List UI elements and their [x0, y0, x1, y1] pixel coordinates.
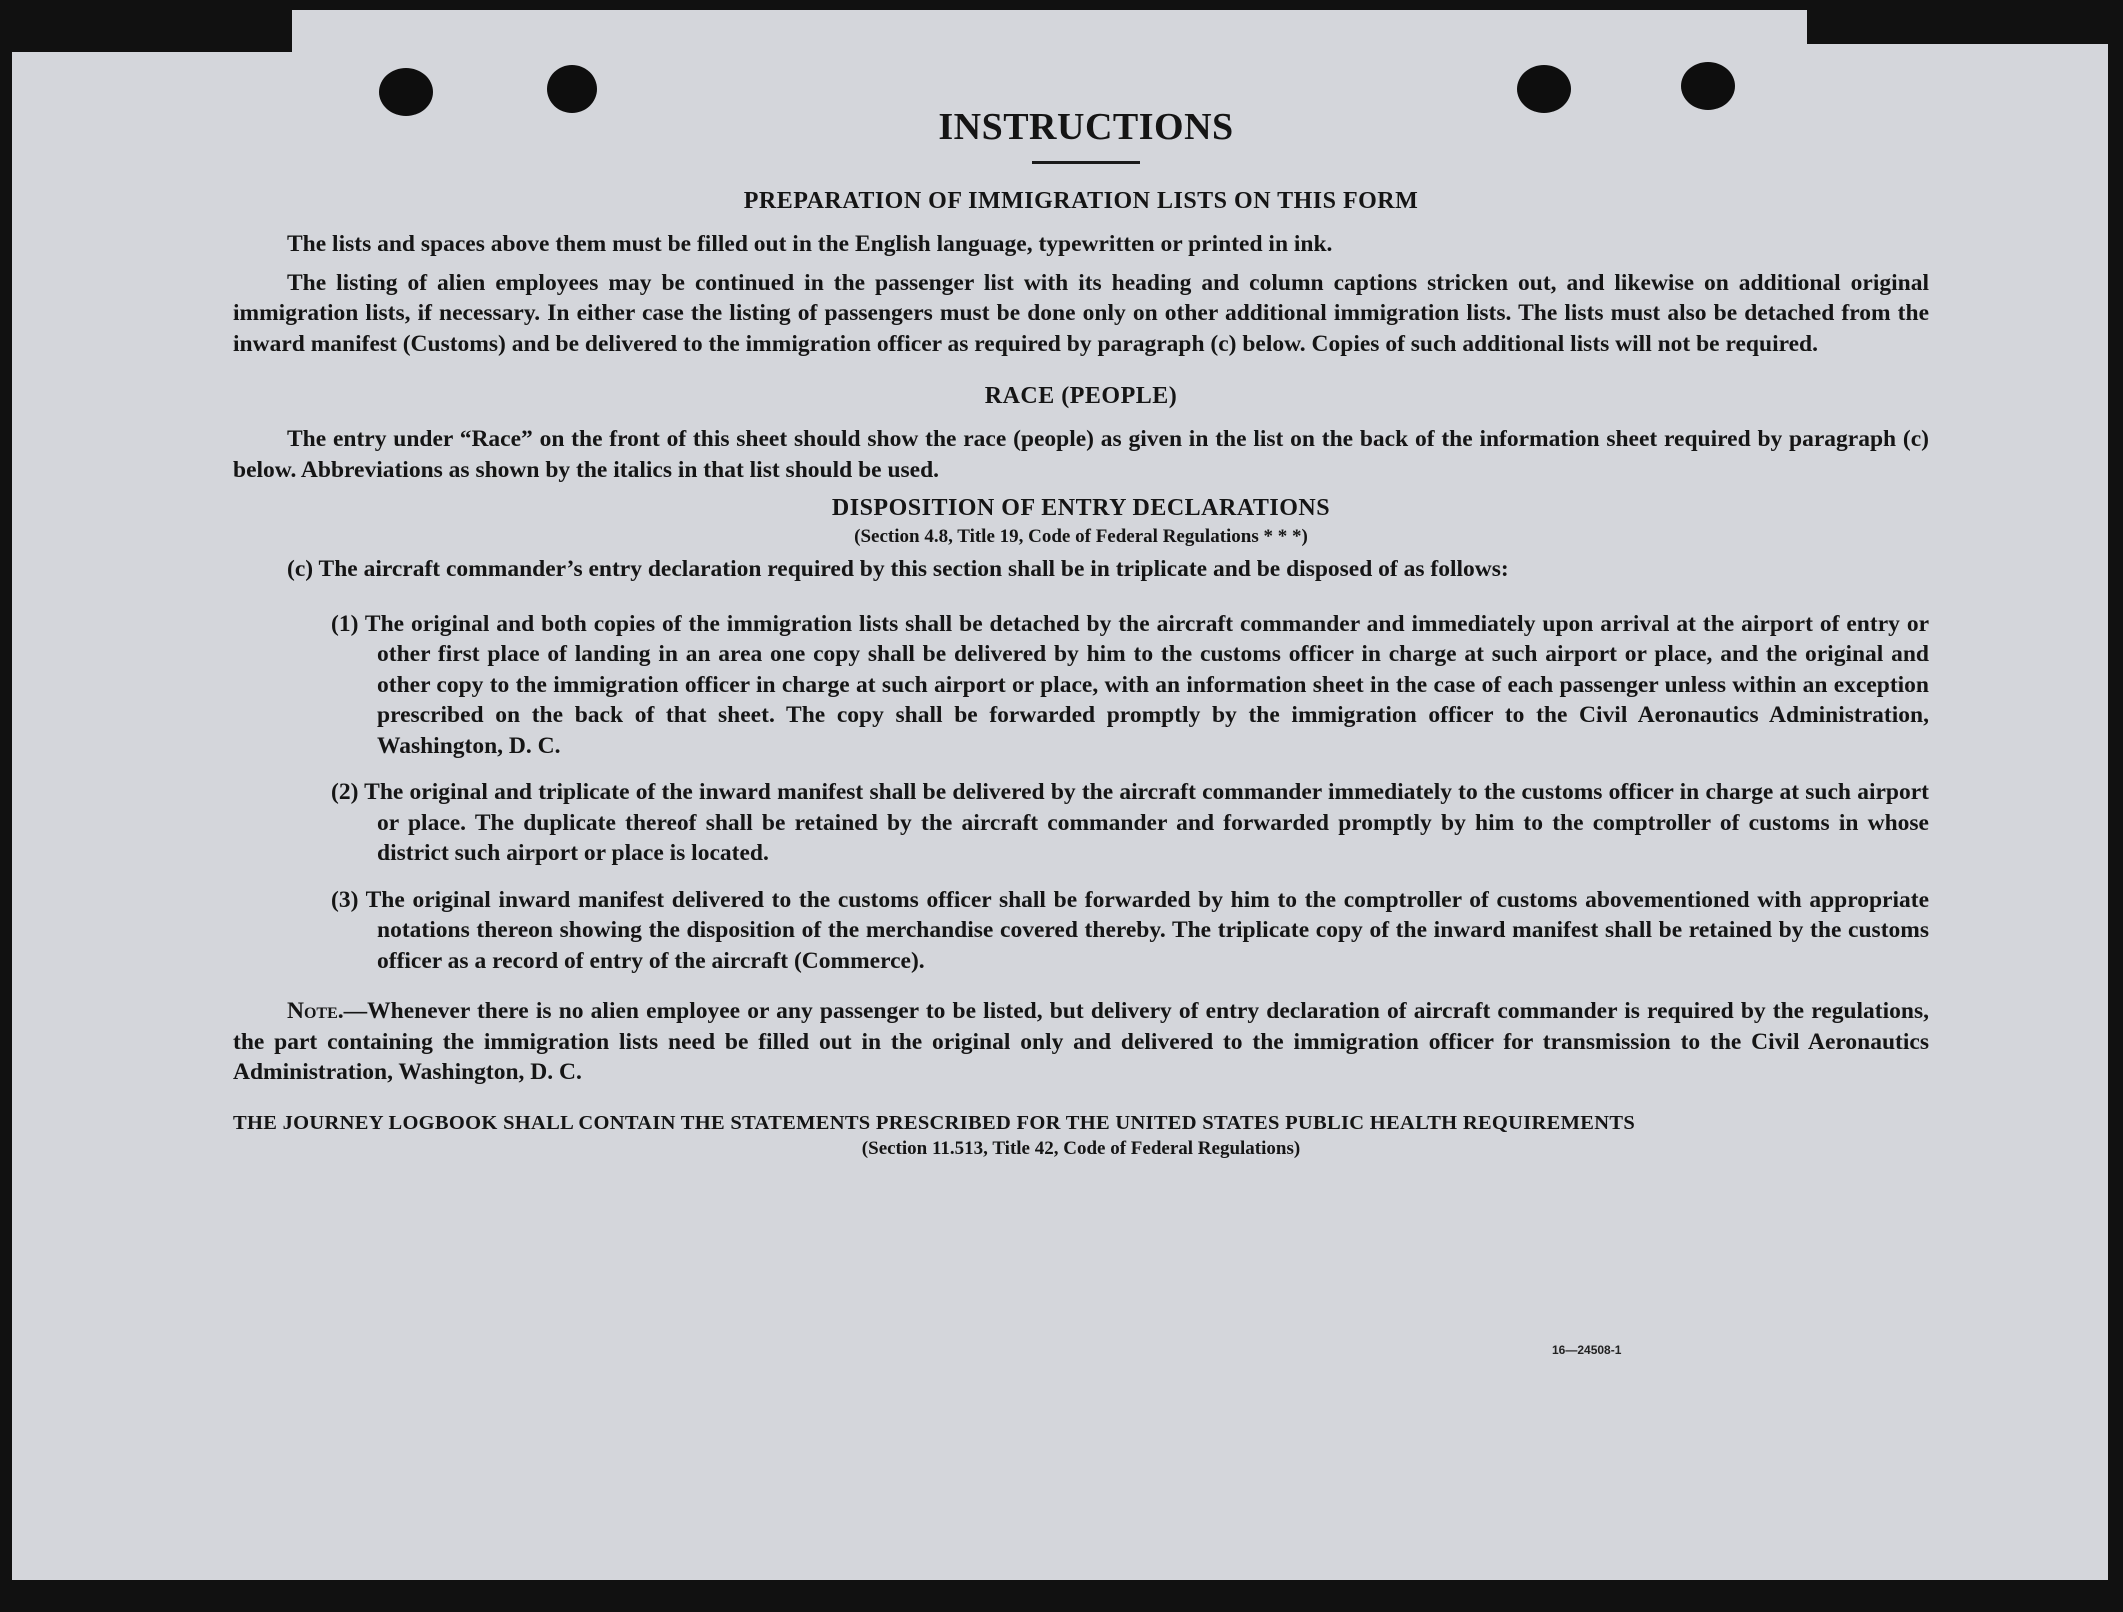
note-paragraph: [233, 996, 1929, 1088]
preparation-heading: PREPARATION OF IMMIGRATION LISTS ON THIS FORM: [743, 188, 1419, 214]
document-title: INSTRUCTIONS: [938, 106, 1234, 148]
disposition-heading: DISPOSITION OF ENTRY DECLARATIONS: [831, 495, 1331, 521]
punch-hole: [1681, 62, 1735, 110]
disposition-citation: (Section 4.8, Title 19, Code of Federal Regulations * * *): [854, 526, 1308, 547]
race-heading: RACE (PEOPLE): [984, 383, 1178, 409]
preparation-paragraph-1: The lists and spaces above them must be filled out in the English language, typewritten or printed in ink.: [287, 231, 1333, 257]
title-underline: [1032, 161, 1140, 164]
torn-edge: [12, 10, 292, 52]
disposition-item-1: (1) The original and both copies of the immigration lists shall be detached by the aircraft commander and immediately upon arrival at the airport of entry or other first place of landing in an area one copy shall be delivered by him to the customs officer in charge at such airport or place, and the original and other copy to the immigration officer in charge at such airport or place, with an information sheet in the case of each passenger unless within an exception prescribed on the back of that sheet. The copy shall be forwarded promptly by the immigration officer to the Civil Aeronautics Administration, Washington, D. C.: [331, 610, 1929, 759]
torn-edge: [1807, 10, 2108, 44]
health-citation: (Section 11.513, Title 42, Code of Federal Regulations): [861, 1137, 1301, 1159]
note-label: Note.: [287, 998, 344, 1024]
health-statement: THE JOURNEY LOGBOOK SHALL CONTAIN THE STATEMENTS PRESCRIBED FOR THE UNITED STATES PUBLIC HEALTH REQUIREMENTS: [233, 1111, 1636, 1134]
note-text: —Whenever there is no alien employee or any passenger to be listed, but delivery of entry declaration of aircraft commander is required by the regulations, the part containing the immigration lists need be filled out in the original only and delivered to the immigration officer for transmission to the Civil Aeronautics Administration, Washington, D. C.: [233, 998, 1929, 1085]
disposition-item-2: (2) The original and triplicate of the inward manifest shall be delivered by the aircraft commander immediately to the customs officer in charge at such airport or place. The duplicate thereof shall be retained by the aircraft commander and forwarded promptly by him to the comptroller of customs in whose district such airport or place is located.: [331, 779, 1929, 866]
instructions-document: [233, 105, 1929, 1166]
preparation-paragraph-2: The listing of alien employees may be continued in the passenger list with its heading and column captions stricken out, and likewise on additional original immigration lists, if necessary. In either case the listing of passengers must be done only on other additional immigration lists. The lists must also be detached from the inward manifest (Customs) and be delivered to the immigration officer as required by paragraph (c) below. Copies of such additional lists will not be required.: [233, 269, 1929, 357]
document-sheet: [12, 10, 2108, 1580]
disposition-intro: (c) The aircraft commander’s entry declaration required by this section shall be in triplicate and be disposed of as follows:: [287, 556, 1509, 582]
disposition-item-3: (3) The original inward manifest delivered to the customs officer shall be forwarded by him to the comptroller of customs abovementioned with appropriate notations thereon showing the disposition of the merchandise covered thereby. The triplicate copy of the inward manifest shall be retained by the customs officer as a record of entry of the aircraft (Commerce).: [331, 886, 1929, 974]
race-paragraph: The entry under “Race” on the front of this sheet should show the race (people) as given in the list on the back of the information sheet required by paragraph (c) below. Abbreviations as shown by the italics in that list should be used.: [233, 426, 1929, 483]
form-number: 16—24508-1: [1552, 1343, 1622, 1357]
